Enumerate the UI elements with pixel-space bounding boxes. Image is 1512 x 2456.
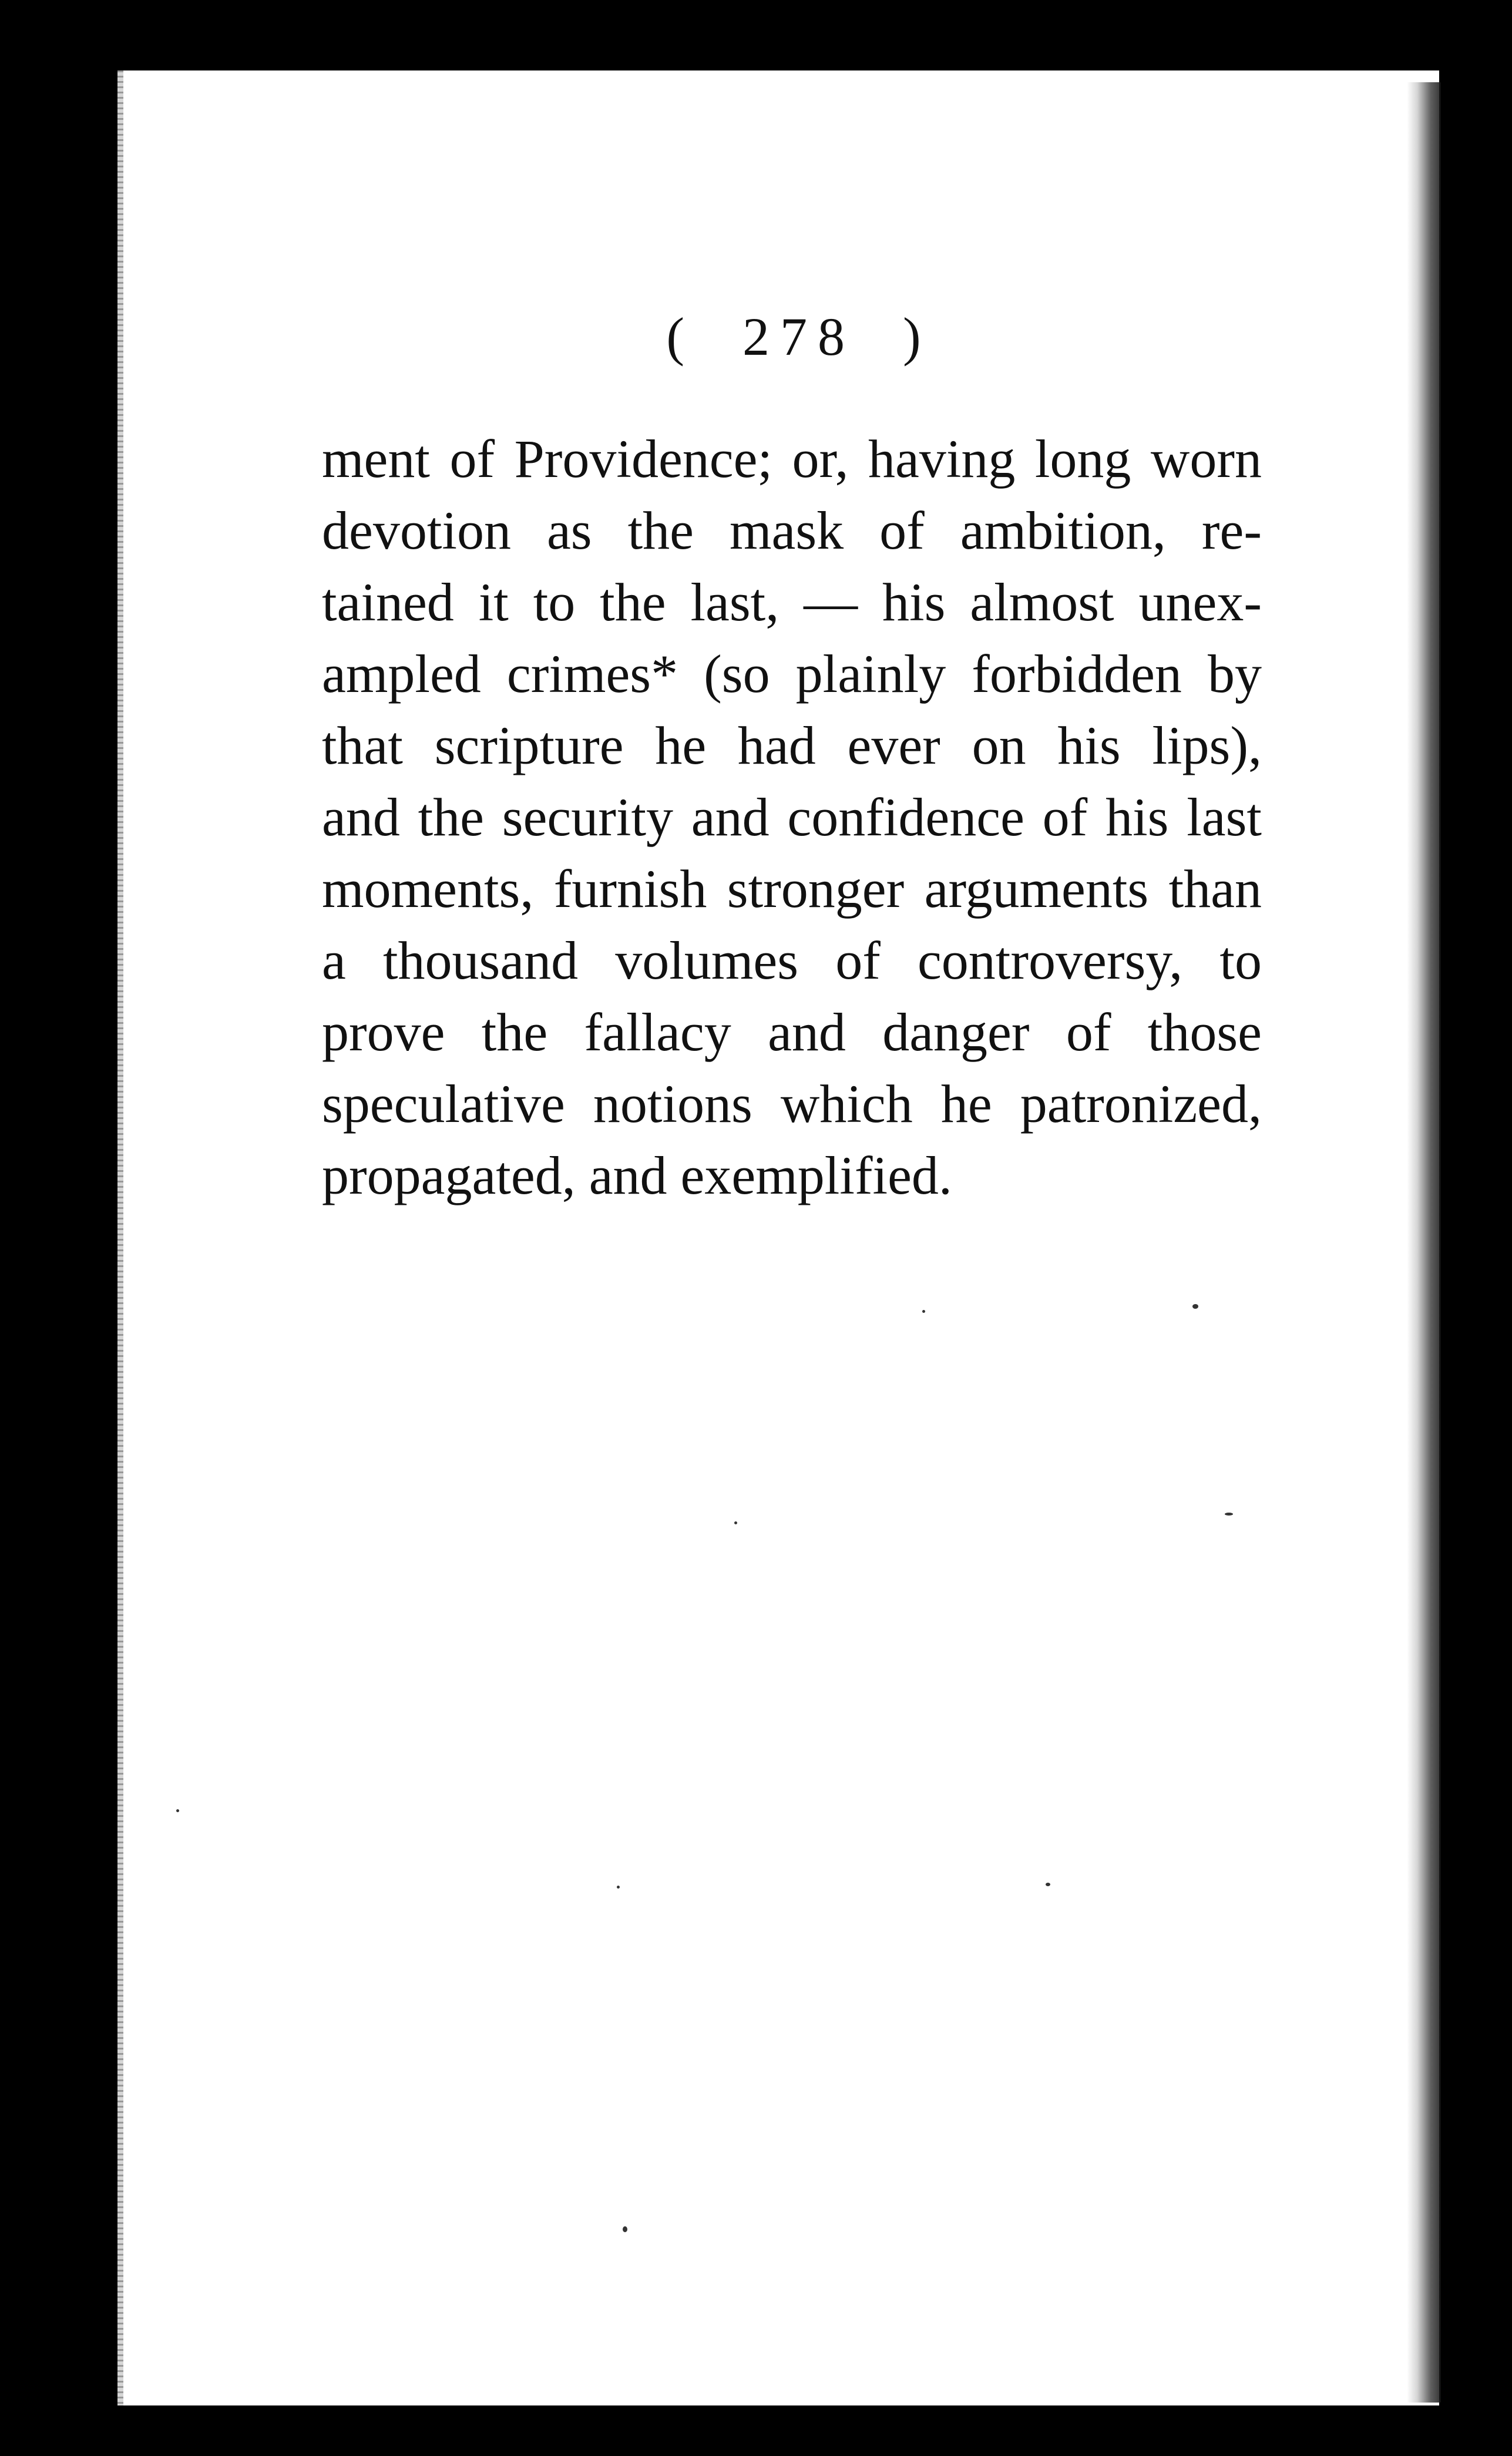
paper-speck bbox=[1225, 1513, 1233, 1516]
text-line: a thousand volumes of controversy, to bbox=[322, 930, 1262, 990]
paper-speck bbox=[1192, 1304, 1198, 1309]
page-edge-shadow bbox=[1407, 82, 1441, 2403]
text-line: devotion as the mask of ambition, re- bbox=[322, 500, 1262, 560]
text-line: ment of Providence; or, having long worn bbox=[322, 429, 1262, 489]
body-text bbox=[322, 423, 1262, 1211]
paper-speck bbox=[623, 2226, 627, 2232]
text-line: speculative notions which he patronized, bbox=[322, 1074, 1262, 1134]
page-number: ( 278 ) bbox=[666, 307, 932, 367]
paper-speck bbox=[617, 1886, 620, 1889]
text-line: that scripture he had ever on his lips), bbox=[322, 715, 1262, 775]
book-page bbox=[117, 70, 1439, 2405]
text-line: ampled crimes* (so plainly forbidden by bbox=[322, 644, 1262, 704]
text-line: propagated, and exemplified. bbox=[322, 1145, 952, 1205]
paper-speck bbox=[176, 1809, 179, 1812]
text-line: prove the fallacy and danger of those bbox=[322, 1002, 1262, 1062]
paper-speck bbox=[922, 1310, 925, 1313]
text-line: and the security and confidence of his last bbox=[322, 787, 1262, 847]
paper-speck bbox=[734, 1521, 737, 1524]
paper-speck bbox=[1046, 1883, 1050, 1886]
text-line: tained it to the last, — his almost unex- bbox=[322, 572, 1262, 632]
page-gutter bbox=[117, 70, 123, 2405]
text-line: moments, furnish stronger arguments than bbox=[322, 859, 1262, 919]
